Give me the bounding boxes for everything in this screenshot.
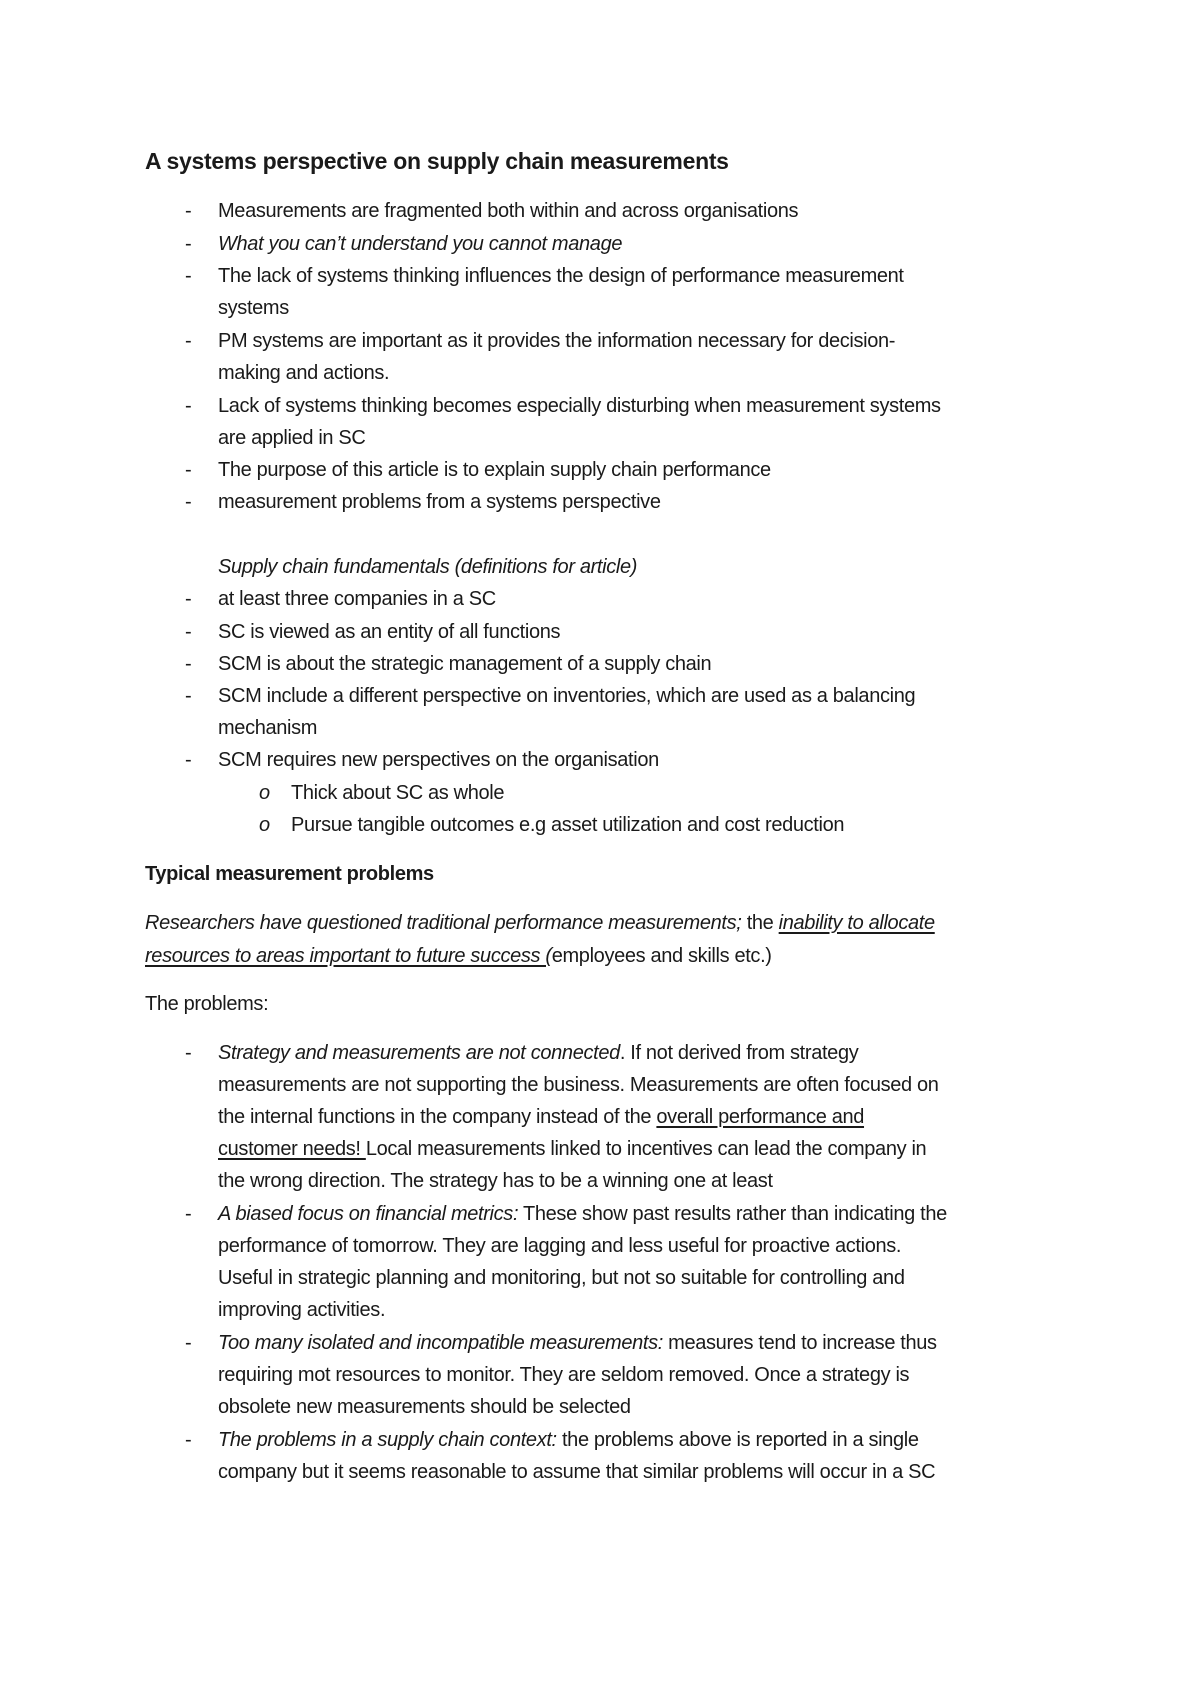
list-item-continuation: systems bbox=[218, 297, 289, 319]
bullet-dash: - bbox=[185, 621, 192, 643]
problem-title: Too many isolated and incompatible measurements: bbox=[218, 1332, 663, 1354]
bullet-dash: - bbox=[185, 265, 192, 287]
list-item: SCM is about the strategic management of a supply chain bbox=[218, 653, 712, 675]
bullet-dash: - bbox=[185, 1203, 192, 1225]
bullet-dash: - bbox=[185, 233, 192, 255]
list-item: PM systems are important as it provides the information necessary for decision- bbox=[218, 330, 896, 352]
problem-text: the problems above is reported in a single bbox=[556, 1429, 919, 1451]
section-heading: Typical measurement problems bbox=[145, 863, 434, 885]
sub-list-item: Thick about SC as whole bbox=[291, 782, 505, 804]
list-item: What you can’t understand you cannot manage bbox=[218, 233, 623, 255]
list-item: SCM requires new perspectives on the organisation bbox=[218, 749, 659, 771]
list-item bbox=[218, 1428, 919, 1452]
list-item-continuation: mechanism bbox=[218, 717, 318, 739]
bullet-dash: - bbox=[185, 330, 192, 352]
list-item-continuation: company but it seems reasonable to assume that similar problems will occur in a SC bbox=[218, 1461, 936, 1483]
list-item-continuation: obsolete new measurements should be selected bbox=[218, 1396, 631, 1418]
bullet-dash: - bbox=[185, 685, 192, 707]
document-title: A systems perspective on supply chain measurements bbox=[145, 148, 729, 174]
list-item-continuation: requiring mot resources to monitor. They are seldom removed. Once a strategy is bbox=[218, 1364, 910, 1386]
intro-paragraph-line1 bbox=[145, 911, 935, 935]
intro-paragraph-line2 bbox=[145, 944, 772, 968]
problem-title: Strategy and measurements are not connected bbox=[218, 1042, 620, 1064]
problem-text: the internal functions in the company instead of the bbox=[218, 1106, 657, 1128]
list-item-continuation: improving activities. bbox=[218, 1299, 386, 1321]
problem-title: A biased focus on financial metrics: bbox=[218, 1203, 519, 1225]
list-item: Lack of systems thinking becomes especially disturbing when measurement systems bbox=[218, 395, 941, 417]
list-item: SC is viewed as an entity of all functions bbox=[218, 621, 561, 643]
section2-subtitle: Supply chain fundamentals (definitions for article) bbox=[218, 556, 638, 578]
list-item: at least three companies in a SC bbox=[218, 588, 496, 610]
intro-underline-2: resources to areas important to future success ( bbox=[145, 945, 552, 967]
intro-italic: Researchers have questioned traditional performance measurements; bbox=[145, 912, 742, 934]
list-item-continuation: are applied in SC bbox=[218, 427, 366, 449]
list-item-continuation: performance of tomorrow. They are lagging and less useful for proactive actions. bbox=[218, 1235, 902, 1257]
list-item bbox=[218, 1041, 858, 1065]
intro-tail: employees and skills etc.) bbox=[551, 945, 772, 967]
sub-bullet-marker: o bbox=[259, 782, 270, 804]
problems-label: The problems: bbox=[145, 993, 269, 1015]
bullet-dash: - bbox=[185, 491, 192, 513]
bullet-dash: - bbox=[185, 1042, 192, 1064]
list-item-continuation: the wrong direction. The strategy has to be a winning one at least bbox=[218, 1170, 773, 1192]
intro-plain: the bbox=[741, 912, 779, 934]
list-item-continuation bbox=[218, 1105, 864, 1129]
problem-text: . If not derived from strategy bbox=[619, 1042, 859, 1064]
bullet-dash: - bbox=[185, 395, 192, 417]
bullet-dash: - bbox=[185, 588, 192, 610]
underlined-text: customer needs! bbox=[218, 1138, 366, 1160]
list-item: Measurements are fragmented both within and across organisations bbox=[218, 200, 799, 222]
problem-title: The problems in a supply chain context: bbox=[218, 1429, 557, 1451]
list-item bbox=[218, 1202, 947, 1226]
list-item-continuation: Useful in strategic planning and monitoring, but not so suitable for controlling and bbox=[218, 1267, 905, 1289]
sub-bullet-marker: o bbox=[259, 814, 270, 836]
problem-text: measures tend to increase thus bbox=[662, 1332, 937, 1354]
bullet-dash: - bbox=[185, 200, 192, 222]
problem-text: These show past results rather than indicating the bbox=[518, 1203, 947, 1225]
list-item-continuation: measurements are not supporting the business. Measurements are often focused on bbox=[218, 1074, 939, 1096]
bullet-dash: - bbox=[185, 1429, 192, 1451]
bullet-dash: - bbox=[185, 1332, 192, 1354]
list-item: The lack of systems thinking influences the design of performance measurement bbox=[218, 265, 904, 287]
sub-list-item: Pursue tangible outcomes e.g asset utilization and cost reduction bbox=[291, 814, 845, 836]
list-item bbox=[218, 1331, 937, 1355]
underlined-text: overall performance and bbox=[656, 1106, 865, 1128]
intro-underline-1: inability to allocate bbox=[778, 912, 935, 934]
bullet-dash: - bbox=[185, 653, 192, 675]
problem-text: Local measurements linked to incentives can lead the company in bbox=[365, 1138, 927, 1160]
bullet-dash: - bbox=[185, 749, 192, 771]
list-item: SCM include a different perspective on inventories, which are used as a balancing bbox=[218, 685, 916, 707]
list-item: measurement problems from a systems perspective bbox=[218, 491, 661, 513]
list-item-continuation: making and actions. bbox=[218, 362, 390, 384]
list-item: The purpose of this article is to explain supply chain performance bbox=[218, 459, 771, 481]
list-item-continuation bbox=[218, 1137, 926, 1161]
bullet-dash: - bbox=[185, 459, 192, 481]
